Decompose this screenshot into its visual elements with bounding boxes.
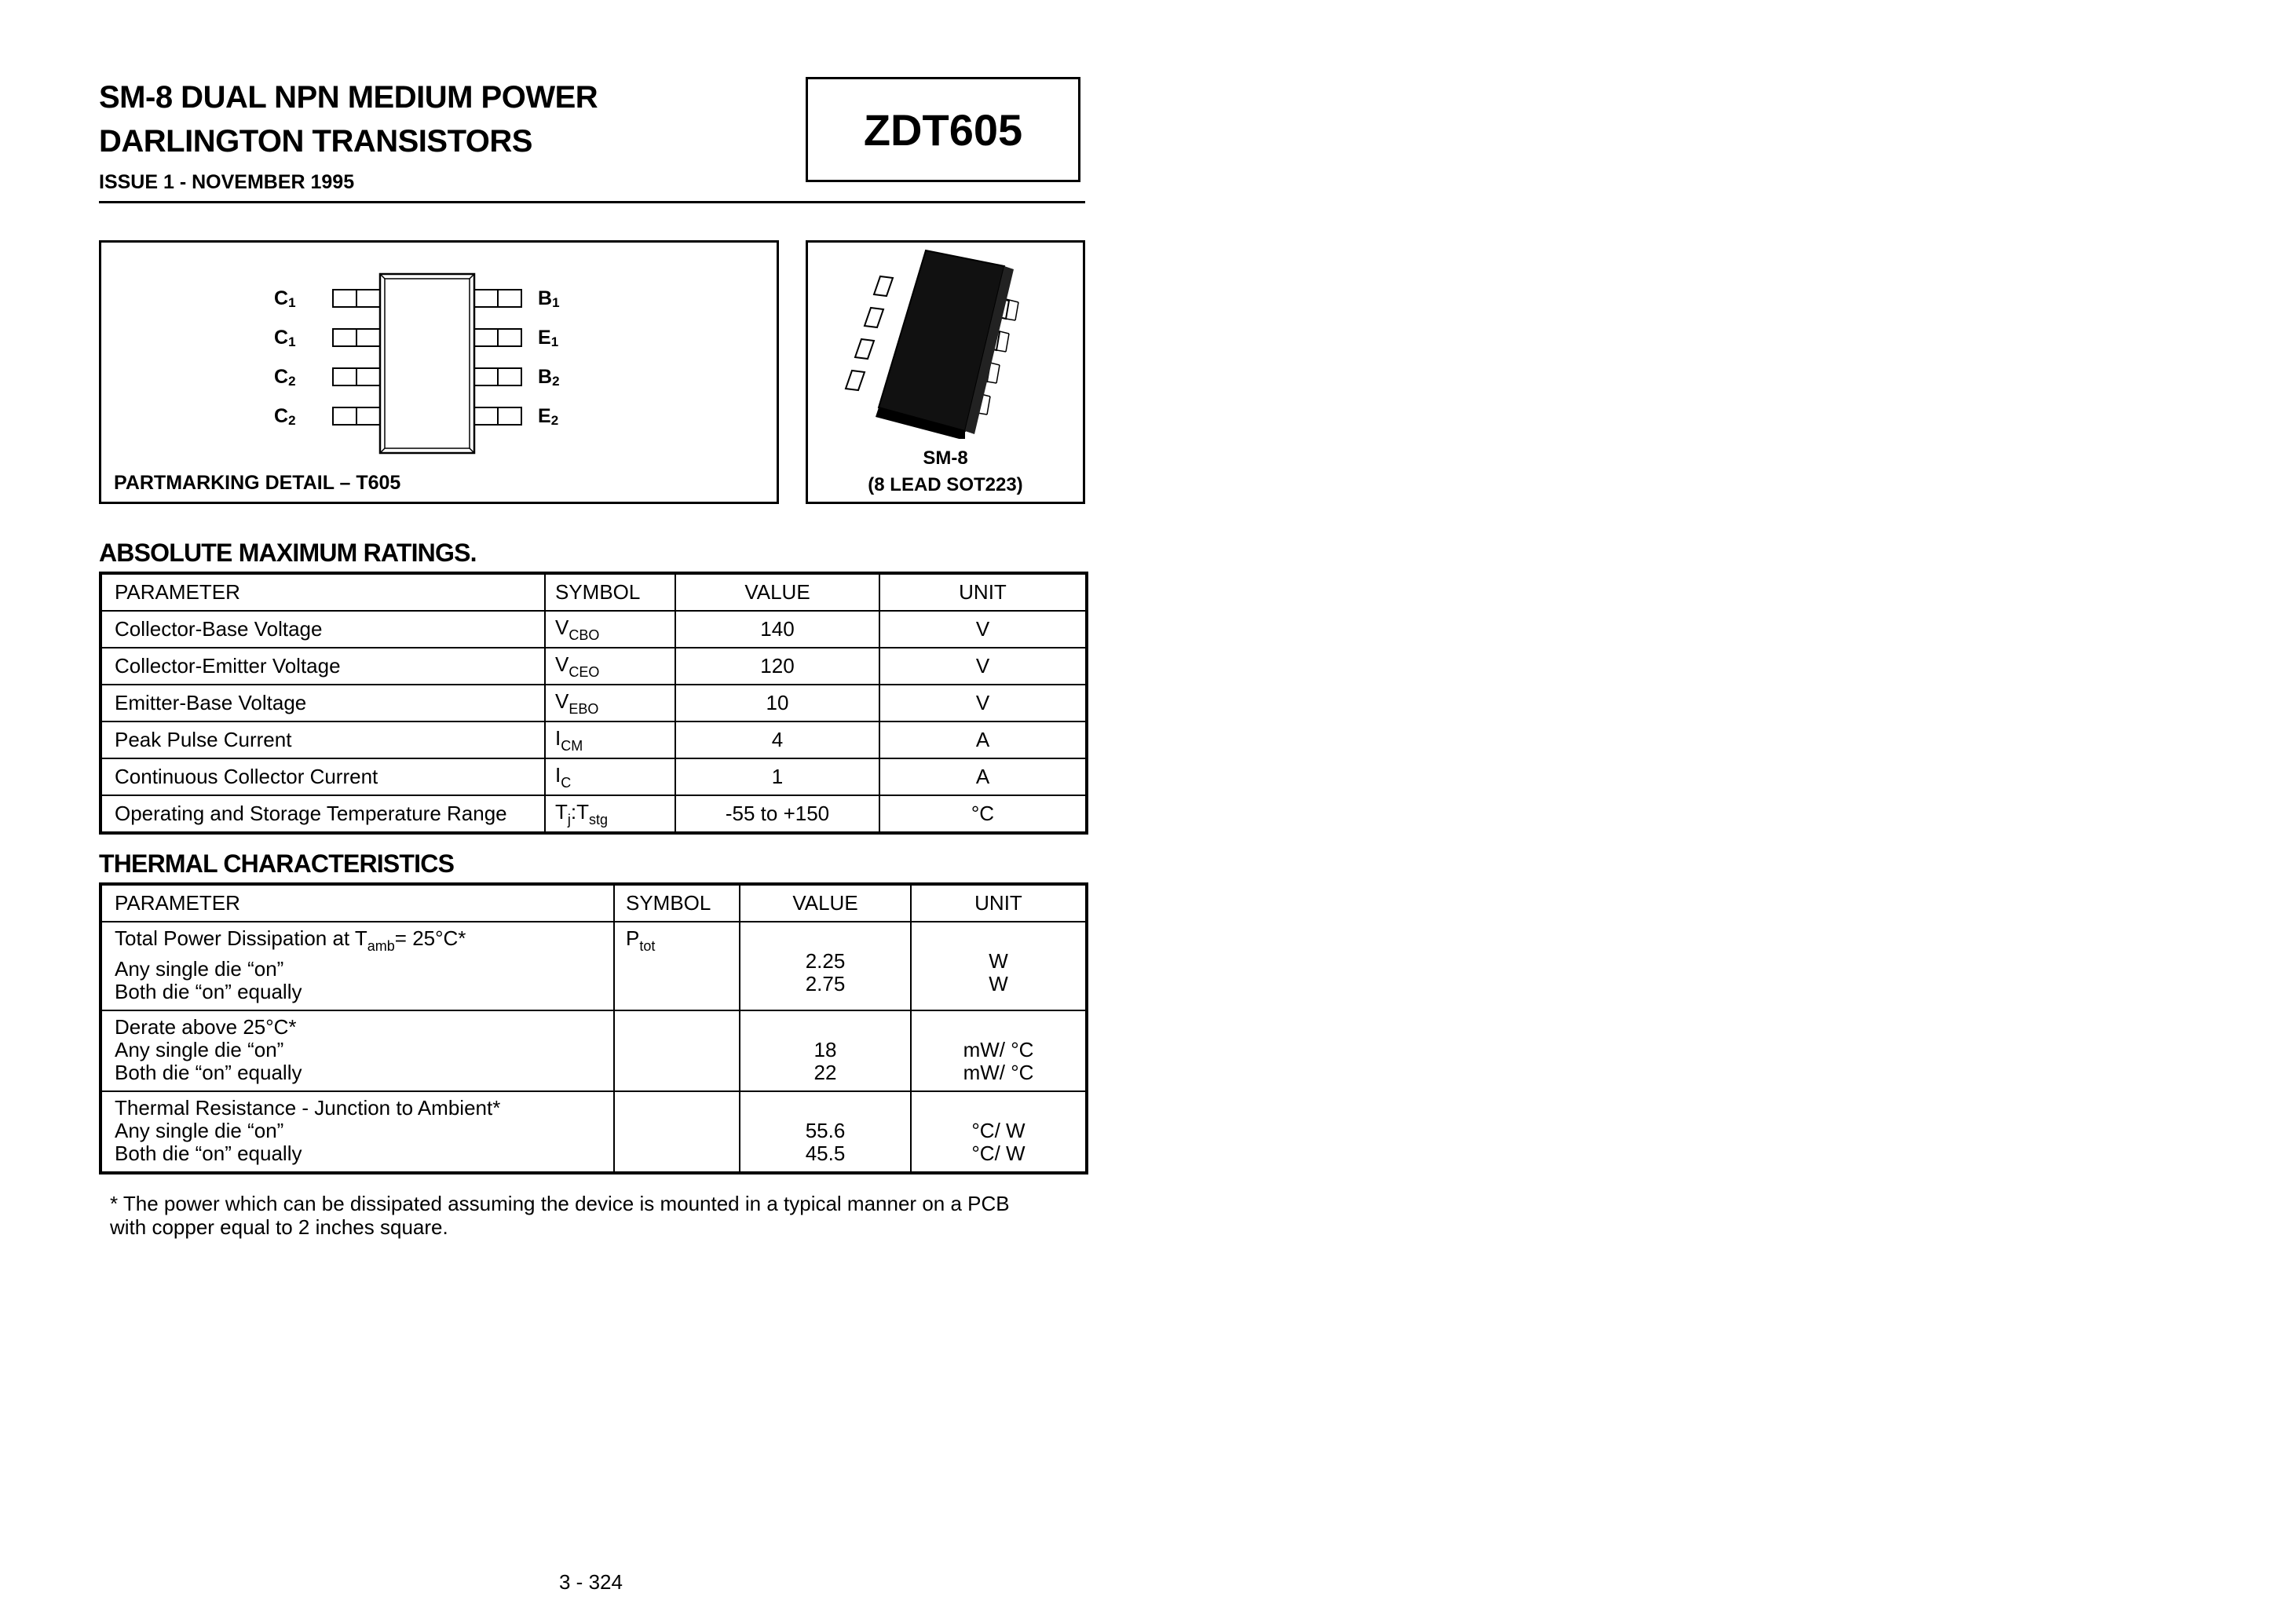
header-divider bbox=[99, 201, 1085, 203]
col-header-symbol: SYMBOL bbox=[614, 884, 740, 922]
pinout-diagram bbox=[99, 240, 779, 504]
unit-cell: V bbox=[879, 685, 1087, 721]
table-header-row bbox=[101, 884, 1087, 922]
value-cell: 4 bbox=[675, 721, 879, 758]
parameter-cell: Peak Pulse Current bbox=[101, 721, 545, 758]
value-both: 2.75 bbox=[805, 972, 846, 995]
value-both: 22 bbox=[813, 1061, 837, 1084]
symbol-cell: $T_j:T_{stg}$ bbox=[545, 795, 675, 833]
table-header-row bbox=[101, 573, 1087, 611]
parameter-cell: Operating and Storage Temperature Range bbox=[101, 795, 545, 833]
symbol-cell bbox=[614, 1091, 740, 1173]
condition-both-die: Both die “on” equally bbox=[115, 980, 302, 1003]
unit-cell bbox=[911, 1010, 1087, 1091]
condition-both-die: Both die “on” equally bbox=[115, 1061, 302, 1084]
condition-single-die: Any single die “on” bbox=[115, 957, 284, 981]
value-cell: 120 bbox=[675, 648, 879, 685]
pin-label-e1: $E_1$ bbox=[538, 327, 559, 349]
unit-both: mW/ °C bbox=[963, 1061, 1034, 1084]
table-row bbox=[101, 611, 1087, 648]
part-number: ZDT605 bbox=[863, 104, 1023, 155]
title-line-1: SM-8 DUAL NPN MEDIUM POWER bbox=[99, 80, 598, 115]
footnote-line-1: * The power which can be dissipated assuming the device is mounted in a typical manner on a PCB bbox=[110, 1192, 1010, 1215]
symbol-cell: $V_{CBO}$ bbox=[545, 611, 675, 648]
table-row bbox=[101, 1010, 1087, 1091]
unit-cell: A bbox=[879, 721, 1087, 758]
table-row bbox=[101, 795, 1087, 833]
pin-label-b2: $B_2$ bbox=[538, 366, 560, 389]
unit-cell bbox=[911, 1091, 1087, 1173]
unit-both: W bbox=[989, 972, 1008, 995]
col-header-parameter: PARAMETER bbox=[101, 884, 614, 922]
table-row bbox=[101, 758, 1087, 795]
parameter-cell: Collector-Base Voltage bbox=[101, 611, 545, 648]
pin-label-c1-b: $C_1$ bbox=[274, 327, 296, 349]
page-number: 3 - 324 bbox=[559, 1570, 623, 1594]
value-cell: 10 bbox=[675, 685, 879, 721]
value-cell bbox=[740, 922, 911, 1010]
package-description: (8 LEAD SOT223) bbox=[868, 474, 1023, 495]
value-cell: 140 bbox=[675, 611, 879, 648]
symbol-cell: $V_{CEO}$ bbox=[545, 648, 675, 685]
unit-cell: °C bbox=[879, 795, 1087, 833]
symbol-cell bbox=[614, 1010, 740, 1091]
col-header-unit: UNIT bbox=[879, 573, 1087, 611]
partmarking-detail: PARTMARKING DETAIL – T605 bbox=[114, 472, 401, 494]
value-single: 18 bbox=[813, 1038, 837, 1061]
parameter-cell: Collector-Emitter Voltage bbox=[101, 648, 545, 685]
unit-cell: V bbox=[879, 611, 1087, 648]
unit-cell: V bbox=[879, 648, 1087, 685]
package-illustration bbox=[806, 240, 1085, 504]
issue-date: ISSUE 1 - NOVEMBER 1995 bbox=[99, 171, 355, 193]
footnote bbox=[110, 1192, 1091, 1239]
condition-single-die: Any single die “on” bbox=[115, 1119, 284, 1142]
value-both: 45.5 bbox=[805, 1142, 846, 1165]
unit-both: °C/ W bbox=[971, 1142, 1026, 1165]
table-row bbox=[101, 721, 1087, 758]
value-single: 55.6 bbox=[805, 1119, 846, 1142]
pinout-outline-drawing bbox=[101, 243, 777, 502]
unit-cell bbox=[911, 922, 1087, 1010]
pin-label-e2: $E_2$ bbox=[538, 405, 559, 428]
abs-max-table bbox=[99, 572, 1088, 835]
col-header-unit: UNIT bbox=[911, 884, 1087, 922]
symbol-cell: $V_{EBO}$ bbox=[545, 685, 675, 721]
symbol-cell: $I_{CM}$ bbox=[545, 721, 675, 758]
footnote-line-2: with copper equal to 2 inches square. bbox=[110, 1215, 448, 1239]
condition-both-die: Both die “on” equally bbox=[115, 1142, 302, 1165]
col-header-value: VALUE bbox=[675, 573, 879, 611]
col-header-symbol: SYMBOL bbox=[545, 573, 675, 611]
table-row bbox=[101, 1091, 1087, 1173]
parameter-cell: Continuous Collector Current bbox=[101, 758, 545, 795]
unit-single: W bbox=[989, 949, 1008, 973]
title-line-2: DARLINGTON TRANSISTORS bbox=[99, 124, 532, 159]
value-single: 2.25 bbox=[805, 949, 846, 973]
parameter-title: Thermal Resistance - Junction to Ambient* bbox=[115, 1096, 501, 1120]
pin-label-c2-b: $C_2$ bbox=[274, 405, 296, 428]
col-header-parameter: PARAMETER bbox=[101, 573, 545, 611]
pin-label-c2-a: $C_2$ bbox=[274, 366, 296, 389]
unit-cell: A bbox=[879, 758, 1087, 795]
table-row bbox=[101, 648, 1087, 685]
symbol-cell: $P_{tot}$ bbox=[614, 922, 740, 1010]
value-cell: 1 bbox=[675, 758, 879, 795]
value-cell bbox=[740, 1010, 911, 1091]
pin-label-b1: $B_1$ bbox=[538, 287, 560, 310]
value-cell: -55 to +150 bbox=[675, 795, 879, 833]
document-title bbox=[99, 75, 598, 163]
parameter-cell bbox=[101, 922, 614, 1010]
sm8-package-drawing bbox=[808, 243, 1083, 439]
thermal-table bbox=[99, 882, 1088, 1174]
parameter-cell: Emitter-Base Voltage bbox=[101, 685, 545, 721]
package-name: SM-8 bbox=[923, 448, 968, 469]
part-number-box bbox=[806, 77, 1080, 182]
package-caption bbox=[808, 445, 1083, 499]
condition-single-die: Any single die “on” bbox=[115, 1038, 284, 1061]
table-row bbox=[101, 685, 1087, 721]
parameter-title: Total Power Dissipation at $T_{amb}= 25^\circ C*$ bbox=[115, 926, 466, 954]
symbol-cell: $I_C$ bbox=[545, 758, 675, 795]
pin-label-c1-a: $C_1$ bbox=[274, 287, 296, 310]
parameter-cell bbox=[101, 1091, 614, 1173]
unit-single: °C/ W bbox=[971, 1119, 1026, 1142]
abs-max-heading: ABSOLUTE MAXIMUM RATINGS. bbox=[99, 539, 477, 567]
parameter-title: Derate above 25°C* bbox=[115, 1015, 297, 1039]
value-cell bbox=[740, 1091, 911, 1173]
parameter-cell bbox=[101, 1010, 614, 1091]
thermal-heading: THERMAL CHARACTERISTICS bbox=[99, 849, 455, 878]
col-header-value: VALUE bbox=[740, 884, 911, 922]
unit-single: mW/ °C bbox=[963, 1038, 1034, 1061]
table-row bbox=[101, 922, 1087, 1010]
